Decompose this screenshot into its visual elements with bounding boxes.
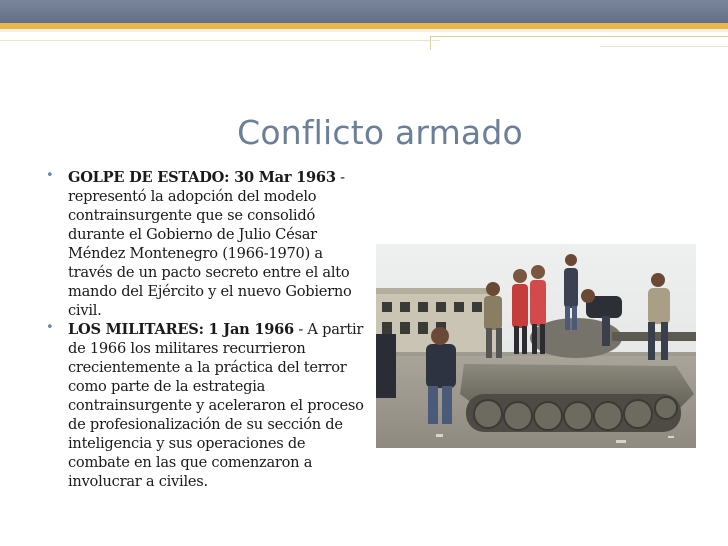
bullet-body: - A partir de 1966 los militares recurrieron crecientemente a la práctica del terror como parte de la estrategia contrainsurgente y aceleraron el proceso de profesionalización de su sección de inteligencia y sus operaciones de combate en las que comenzaron a involucrar a civiles. [68,321,364,490]
bullet-text [68,168,364,320]
bullet-icon: • [46,320,54,335]
tank-photo-illustration [376,244,696,448]
bullet-heading: GOLPE DE ESTADO: 30 Mar 1963 [68,169,336,186]
bullet-body: - representó la adopción del modelo contrainsurgente que se consolidó durante el Gobierno de Julio César Méndez Montenegro (1966-1970) a través de un pacto secreto entre el alto mando del Ejército y el nuevo Gobierno civil. [68,169,352,319]
decor-line [0,40,440,41]
header-bar [0,0,728,23]
tank-photo [376,244,696,448]
decor-line [430,36,728,37]
bullet-icon: • [46,168,54,183]
bullet-heading: LOS MILITARES: 1 Jan 1966 [68,321,294,338]
bullet-list [44,168,364,491]
bullet-text [68,320,364,491]
bullet-item [44,168,364,320]
decor-line [430,36,431,50]
header-light-line [0,29,728,32]
slide-title: Conflicto armado [237,113,523,152]
decor-line [600,46,728,47]
bullet-item [44,320,364,491]
